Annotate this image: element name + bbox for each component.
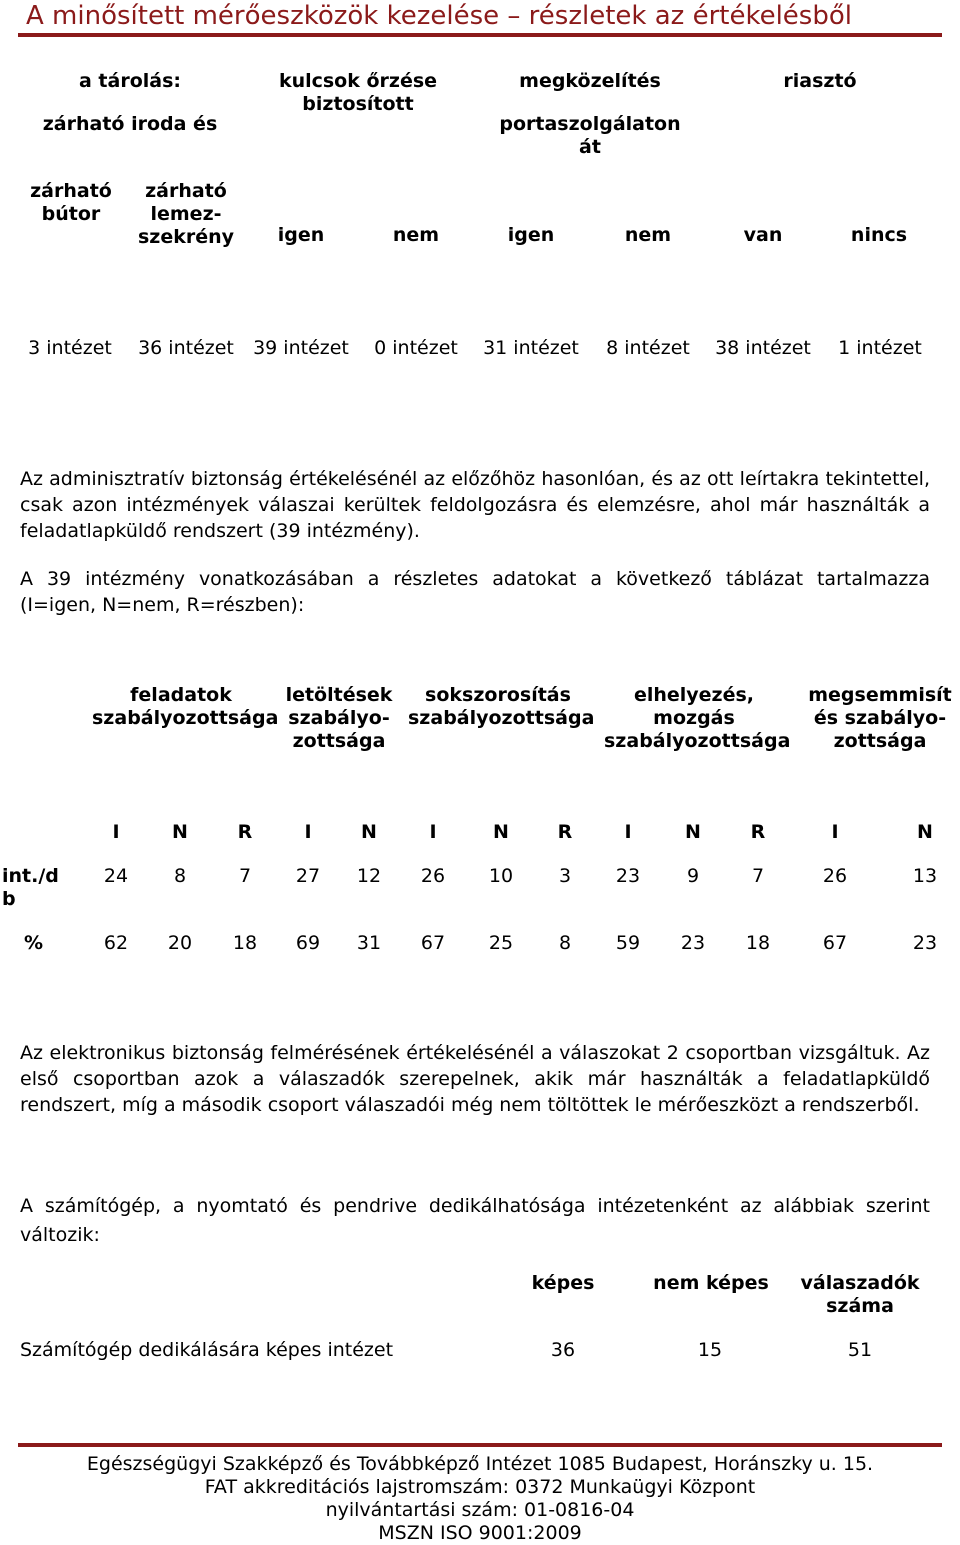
col-header-alarm: riasztó	[783, 70, 857, 92]
col-header-respondents: válaszadók száma	[800, 1272, 920, 1317]
answer-letter: R	[237, 821, 253, 843]
answer-letter: N	[172, 821, 188, 843]
count-cell: 13	[912, 865, 938, 887]
answer-letter: N	[493, 821, 509, 843]
percent-cell: 8	[558, 932, 572, 954]
percent-cell: 69	[295, 932, 321, 954]
col-header: elhelyezés, mozgás szabályozottsága	[604, 684, 791, 752]
count-cell: 23	[615, 865, 641, 887]
answer-letter: R	[557, 821, 573, 843]
row-label-count: int./db	[2, 865, 59, 910]
answer-letter: R	[750, 821, 766, 843]
col-header: feladatok szabályozottsága	[92, 684, 279, 729]
row-label-percent: %	[24, 932, 44, 954]
count-cell: 7	[751, 865, 765, 887]
col-header: sokszorosítás szabályozottsága	[408, 684, 595, 729]
paragraph-electronic-security: Az elektronikus biztonság felmérésének értékelésénél a válaszokat 2 csoportban vizsgáltuk. Az első csoportban azok a válaszadók szerepelnek, akik már használták a feladatlapküldő rendszert, míg a második csoport válaszadói még nem töltöttek le mérőeszközt a rendszerből.	[20, 1042, 930, 1116]
value-cell: 51	[847, 1339, 873, 1361]
value-cell: 0 intézet	[374, 337, 458, 359]
value-cell: 3 intézet	[28, 337, 112, 359]
subheader-cell: igen	[507, 224, 555, 246]
count-cell: 8	[173, 865, 187, 887]
percent-cell: 18	[232, 932, 258, 954]
col-header-storage: a tárolás:	[78, 70, 181, 92]
percent-cell: 62	[103, 932, 129, 954]
count-cell: 3	[558, 865, 572, 887]
percent-cell: 25	[488, 932, 514, 954]
header-divider	[18, 33, 942, 37]
col-header: megsemmisít és szabályo-zottsága	[808, 684, 952, 752]
col-header-access: megközelítés	[519, 70, 661, 92]
col-header-keys: kulcsok őrzése biztosított	[278, 70, 438, 115]
row-label-computer: Számítógép dedikálására képes intézet	[20, 1339, 394, 1361]
subheader-cell: zárható bútor	[30, 180, 112, 225]
answer-letter: I	[112, 821, 120, 843]
value-cell: 36 intézet	[138, 337, 234, 359]
answer-letter: I	[831, 821, 839, 843]
footer-accreditation: FAT akkreditációs lajstromszám: 0372 Munkaügyi Központ nyilvántartási szám: 01-0816-04	[204, 1476, 756, 1521]
footer-iso: MSZN ISO 9001:2009	[378, 1522, 582, 1544]
subheader-cell: igen	[277, 224, 325, 246]
paragraph-dedication-intro: A számítógép, a nyomtató és pendrive dedikálhatósága intézetenként az alábbiak szerint változik:	[20, 1195, 930, 1246]
value-cell: 1 intézet	[838, 337, 922, 359]
paragraph-admin-security: Az adminisztratív biztonság értékelésénél az előzőhöz hasonlóan, és az ott leírtakra tekintettel, csak azon intézmények válaszai kerültek feldolgozásra és elemzésre, ahol már használták a feladatlapküldő rendszert (39 intézmény).	[20, 468, 930, 542]
value-cell: 15	[697, 1339, 723, 1361]
answer-letter: N	[917, 821, 933, 843]
percent-cell: 67	[822, 932, 848, 954]
footer-address: Egészségügyi Szakképző és Továbbképző Intézet 1085 Budapest, Horánszky u. 15.	[86, 1453, 874, 1475]
answer-letter: N	[685, 821, 701, 843]
percent-cell: 67	[420, 932, 446, 954]
col-header-not-capable: nem képes	[653, 1272, 769, 1294]
subheader-cell: zárható lemez-szekrény	[137, 180, 235, 248]
percent-cell: 23	[680, 932, 706, 954]
value-cell: 36	[550, 1339, 576, 1361]
answer-letter: I	[304, 821, 312, 843]
count-cell: 24	[103, 865, 129, 887]
count-cell: 12	[356, 865, 382, 887]
count-cell: 9	[686, 865, 700, 887]
count-cell: 27	[295, 865, 321, 887]
count-cell: 10	[488, 865, 514, 887]
value-cell: 8 intézet	[606, 337, 690, 359]
count-cell: 26	[420, 865, 446, 887]
percent-cell: 20	[167, 932, 193, 954]
percent-cell: 18	[745, 932, 771, 954]
percent-cell: 23	[912, 932, 938, 954]
value-cell: 31 intézet	[483, 337, 579, 359]
subheader-cell: nincs	[850, 224, 908, 246]
page-title: A minősített mérőeszközök kezelése – részletek az értékelésből	[26, 1, 852, 31]
col-header-reception: portaszolgálaton át	[499, 113, 681, 158]
footer-divider	[18, 1443, 942, 1447]
answer-letter: I	[624, 821, 632, 843]
value-cell: 38 intézet	[715, 337, 811, 359]
subheader-cell: van	[743, 224, 783, 246]
percent-cell: 31	[356, 932, 382, 954]
count-cell: 26	[822, 865, 848, 887]
subheader-cell: nem	[624, 224, 672, 246]
answer-letter: N	[361, 821, 377, 843]
subheader-cell: nem	[392, 224, 440, 246]
paragraph-table-intro: A 39 intézmény vonatkozásában a részletes adatokat a következő táblázat tartalmazza (I=igen, N=nem, R=részben):	[20, 568, 930, 616]
count-cell: 7	[238, 865, 252, 887]
col-header: letöltések szabályo-zottsága	[285, 684, 393, 752]
value-cell: 39 intézet	[253, 337, 349, 359]
col-header-capable: képes	[531, 1272, 595, 1294]
percent-cell: 59	[615, 932, 641, 954]
col-header-lockable-office: zárható iroda és	[42, 113, 218, 135]
answer-letter: I	[429, 821, 437, 843]
